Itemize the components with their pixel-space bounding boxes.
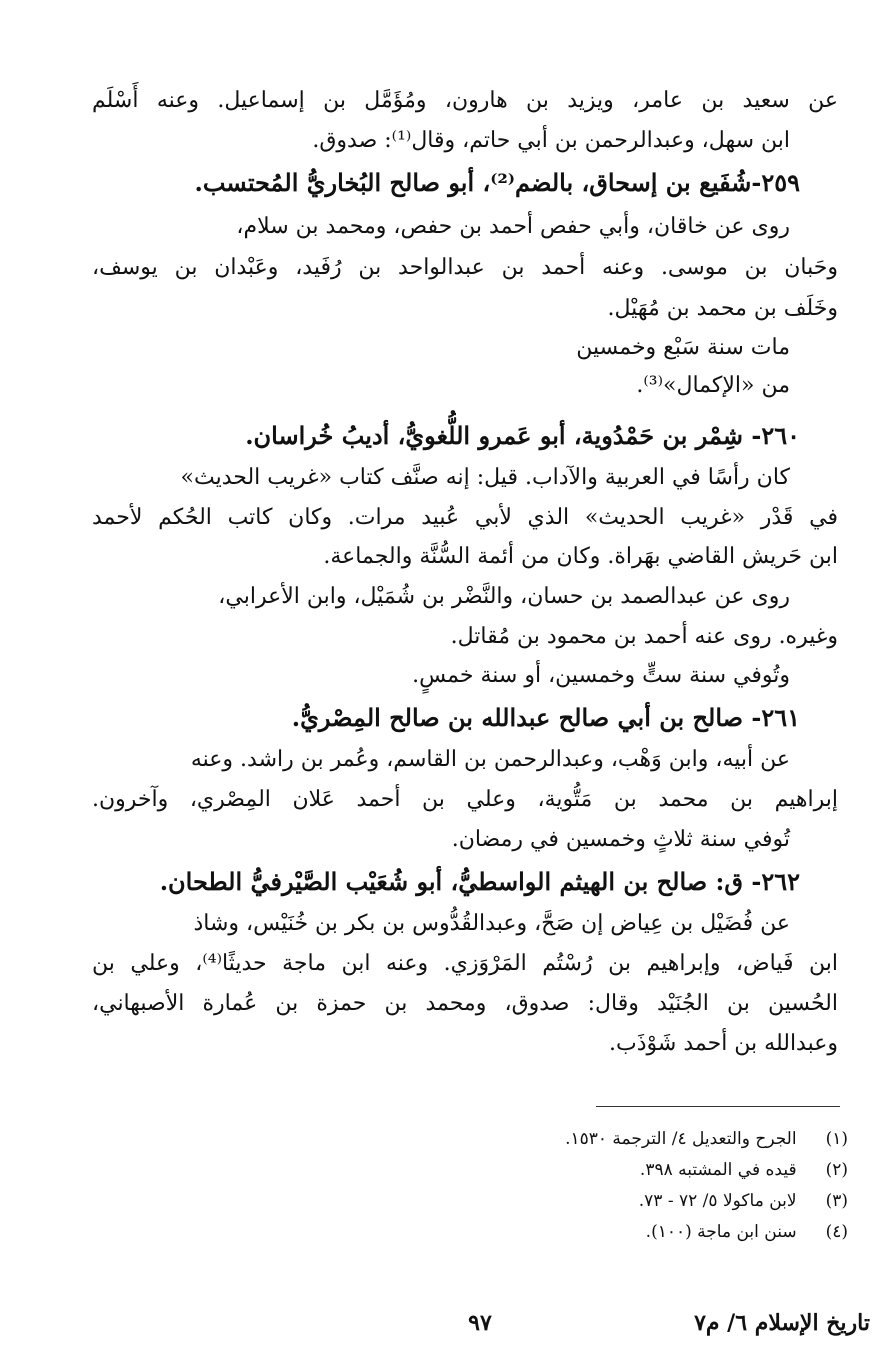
text-line: كان رأسًا في العربية والآداب. قيل: إنه صنَّف كتاب «غريب الحديث»	[180, 465, 790, 490]
text-line: ابن فَياض، وإبراهيم بن رُسْتُم المَرْوَزي. وعنه ابن ماجة حديثًا⁽⁴⁾، وعلي بن	[92, 951, 838, 976]
footnote	[350, 1217, 848, 1247]
footnote-text: سنن ابن ماجة (١٠٠).	[645, 1222, 797, 1242]
text-line: في قَدْر «غريب الحديث» الذي لأبي عُبيد مرات. وكان كاتب الحُكم لأحمد	[92, 505, 838, 530]
footnote-divider	[596, 1106, 840, 1107]
text-line: وخَلَف بن محمد بن مُهَيْل.	[607, 296, 838, 321]
footnote-number: (٣)	[825, 1191, 848, 1211]
footnote-text: لابن ماكولا ٥/ ٧٢ - ٧٣.	[638, 1191, 797, 1211]
text-line: وحَبان بن موسى. وعنه أحمد بن عبدالواحد بن رُفَيد، وعَبْدان بن يوسف،	[92, 255, 838, 280]
footnote-number: (٢)	[825, 1160, 848, 1180]
footnote-text: الجرح والتعديل ٤/ الترجمة ١٥٣٠.	[565, 1129, 797, 1149]
text-line: وعبدالله بن أحمد شَوْذَب.	[609, 1031, 838, 1056]
entry-heading-260: ٢٦٠- شِمْر بن حَمْدُوية، أبو عَمرو اللُّغويُّ، أديبُ خُراسان.	[245, 421, 800, 450]
text-line: تُوفي سنة ثلاثٍ وخمسين في رمضان.	[451, 827, 790, 852]
text-line: الحُسين بن الجُنَيْد وقال: صدوق، ومحمد بن حمزة بن عُمارة الأصبهاني،	[92, 991, 838, 1016]
page-number: ٩٧	[468, 1310, 492, 1336]
footnote-number: (٤)	[825, 1222, 848, 1242]
text-line: مات سنة سَبْع وخمسين	[576, 335, 790, 360]
footnote-number: (١)	[825, 1129, 848, 1149]
footnote	[350, 1124, 848, 1154]
text-line: عن فُضَيْل بن عِياض إن صَحَّ، وعبدالقُدُّوس بن بكر بن خُنَيْس، وشاذ	[193, 911, 790, 936]
text-line: عن أبيه، وابن وَهْب، وعبدالرحمن بن القاسم، وعُمر بن راشد. وعنه	[190, 747, 790, 772]
text-line: وغيره. روى عنه أحمد بن محمود بن مُقاتل.	[450, 624, 838, 649]
text-line: عن سعيد بن عامر، ويزيد بن هارون، ومُؤَمَّل بن إسماعيل. وعنه أَسْلَم	[92, 88, 838, 113]
text-line: ابن حَريش القاضي بهَراة. وكان من أئمة السُّنَّة والجماعة.	[323, 544, 838, 569]
entry-heading-262: ٢٦٢- ق: صالح بن الهيثم الواسطيُّ، أبو شُعَيْب الصَّيْرفيُّ الطحان.	[159, 867, 800, 896]
entry-heading-259: ٢٥٩-شُفَيع بن إسحاق، بالضم⁽²⁾، أبو صالح البُخاريُّ المُحتسب.	[194, 168, 800, 197]
text-line: وتُوفي سنة ستٍّ وخمسين، أو سنة خمسٍ.	[412, 663, 790, 688]
footnote-text: قيده في المشتبه ٣٩٨.	[639, 1160, 797, 1180]
entry-heading-261: ٢٦١- صالح بن أبي صالح عبدالله بن صالح المِصْريُّ.	[291, 703, 800, 732]
footnote	[350, 1186, 848, 1216]
footnote	[350, 1155, 848, 1185]
text-line: روى عن عبدالصمد بن حسان، والنَّضْر بن شُمَيْل، وابن الأعرابي،	[218, 584, 790, 609]
text-line: من «الإكمال»⁽³⁾.	[636, 373, 790, 398]
text-line: إبراهيم بن محمد بن مَتُّوية، وعلي بن أحمد عَلان المِصْري، وآخرون.	[92, 787, 838, 812]
text-line: روى عن خاقان، وأبي حفص أحمد بن حفص، ومحمد بن سلام،	[236, 214, 790, 239]
running-footer-title: تاريخ الإسلام ٦/ م٧	[694, 1310, 870, 1336]
text-line: ابن سهل، وعبدالرحمن بن أبي حاتم، وقال⁽¹⁾: صدوق.	[312, 128, 790, 153]
